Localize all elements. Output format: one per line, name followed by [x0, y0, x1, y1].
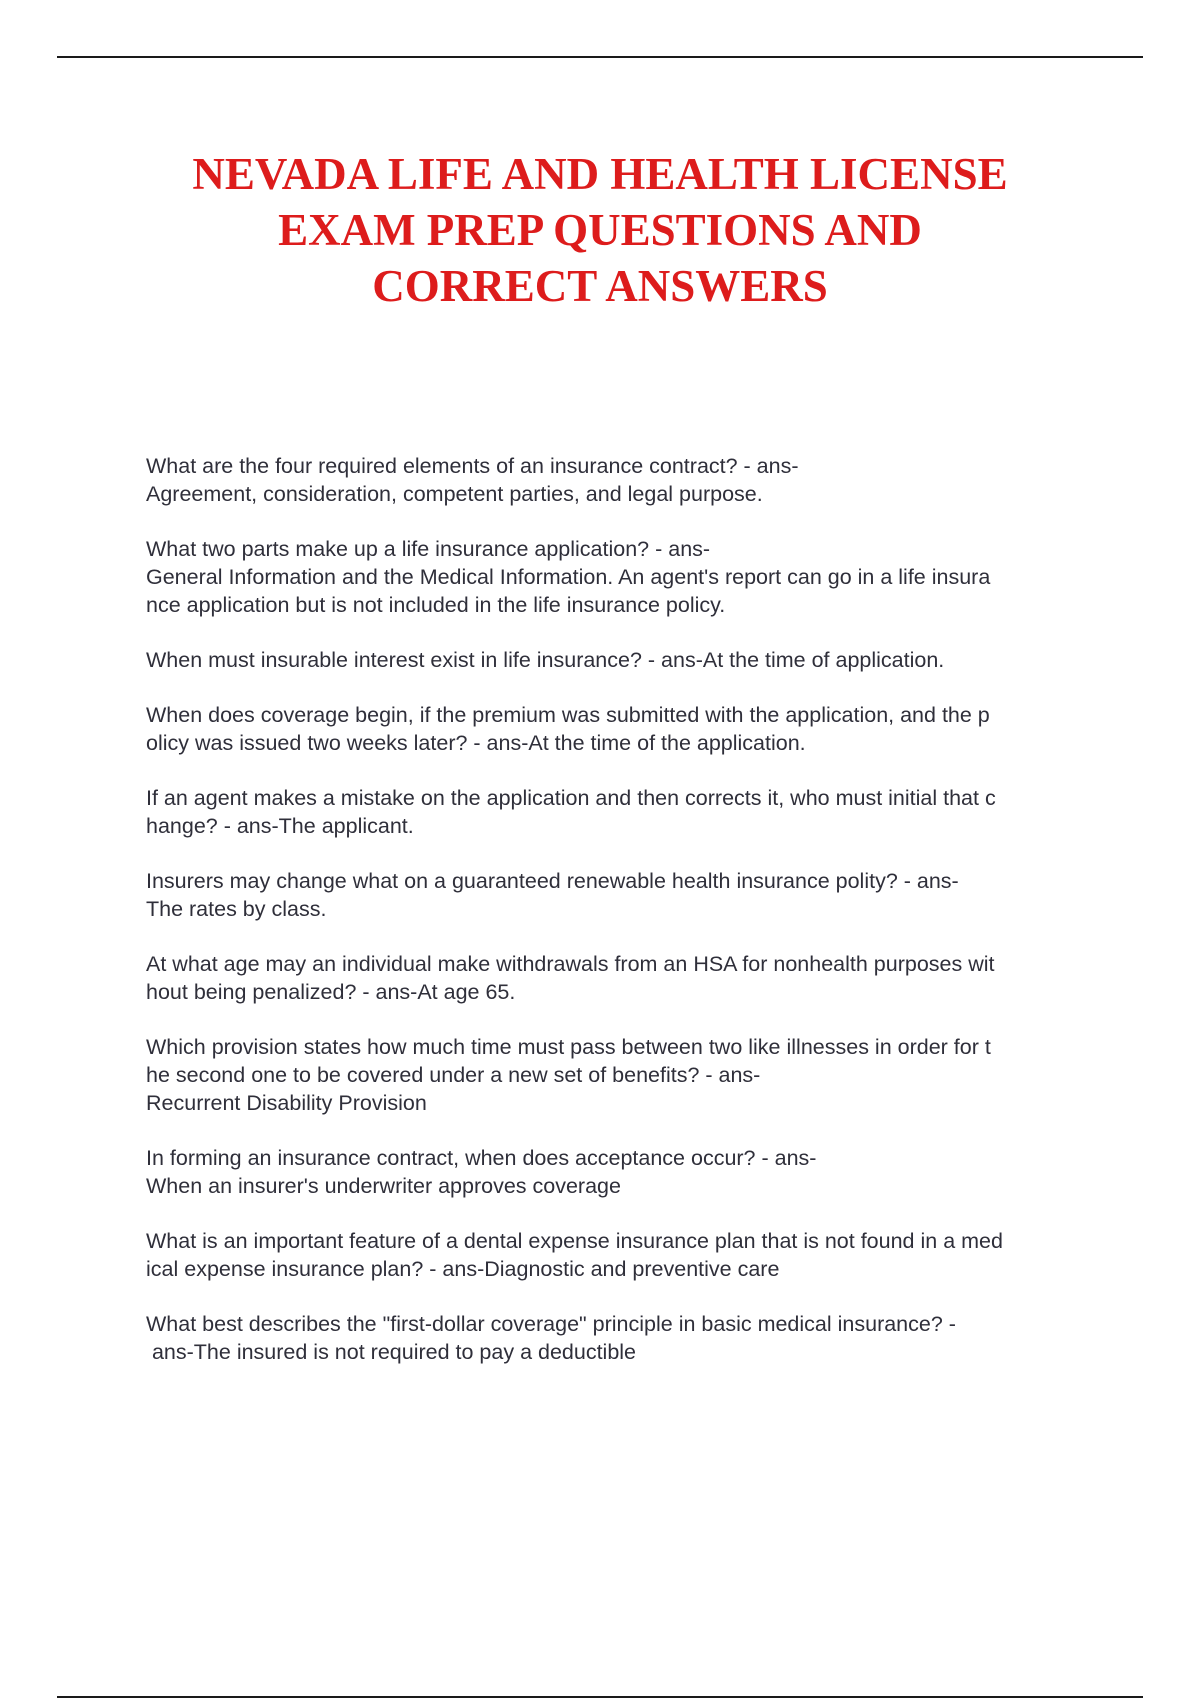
qa-line: What best describes the "first-dollar coverage" principle in basic medical insurance? - [146, 1312, 956, 1336]
qa-line: What is an important feature of a dental expense insurance plan that is not found in a med [146, 1229, 1003, 1253]
qa-line: Agreement, consideration, competent parties, and legal purpose. [146, 482, 763, 506]
top-rule [57, 56, 1143, 58]
qa-item [146, 1144, 1096, 1200]
title-line: NEVADA LIFE AND HEALTH LICENSE [192, 149, 1008, 199]
qa-line: When does coverage begin, if the premium was submitted with the application, and the p [146, 703, 990, 727]
qa-line: ans-The insured is not required to pay a deductible [146, 1340, 637, 1364]
qa-item [146, 950, 1096, 1006]
qa-item [146, 646, 1096, 674]
qa-line: What two parts make up a life insurance application? - ans- [146, 537, 711, 561]
qa-line: General Information and the Medical Information. An agent's report can go in a life insura [146, 565, 991, 589]
qa-line: The rates by class. [146, 897, 327, 921]
qa-line: When an insurer's underwriter approves coverage [146, 1174, 621, 1198]
qa-line: What are the four required elements of an insurance contract? - ans- [146, 454, 799, 478]
title-line: EXAM PREP QUESTIONS AND [278, 205, 922, 255]
title-line: CORRECT ANSWERS [372, 261, 828, 311]
qa-item [146, 535, 1096, 619]
qa-line: When must insurable interest exist in life insurance? - ans-At the time of application. [146, 648, 945, 672]
qa-item [146, 784, 1096, 840]
qa-line: hange? - ans-The applicant. [146, 814, 414, 838]
qa-line: Which provision states how much time must pass between two like illnesses in order for t [146, 1035, 991, 1059]
qa-item [146, 1310, 1096, 1366]
qa-item [146, 452, 1096, 508]
qa-item [146, 701, 1096, 757]
qa-line: he second one to be covered under a new set of benefits? - ans- [146, 1063, 761, 1087]
document-title [100, 146, 1100, 314]
bottom-rule [57, 1696, 1143, 1698]
qa-list [146, 452, 1096, 1393]
qa-line: hout being penalized? - ans-At age 65. [146, 980, 516, 1004]
qa-item [146, 1227, 1096, 1283]
qa-line: nce application but is not included in the life insurance policy. [146, 593, 726, 617]
qa-line: In forming an insurance contract, when does acceptance occur? - ans- [146, 1146, 817, 1170]
qa-line: At what age may an individual make withdrawals from an HSA for nonhealth purposes wit [146, 952, 995, 976]
qa-line: If an agent makes a mistake on the application and then corrects it, who must initial that c [146, 786, 996, 810]
qa-line: olicy was issued two weeks later? - ans-At the time of the application. [146, 731, 806, 755]
qa-line: Insurers may change what on a guaranteed renewable health insurance polity? - ans- [146, 869, 959, 893]
qa-item [146, 1033, 1096, 1117]
qa-item [146, 867, 1096, 923]
qa-line: ical expense insurance plan? - ans-Diagnostic and preventive care [146, 1257, 780, 1281]
qa-line: Recurrent Disability Provision [146, 1091, 427, 1115]
